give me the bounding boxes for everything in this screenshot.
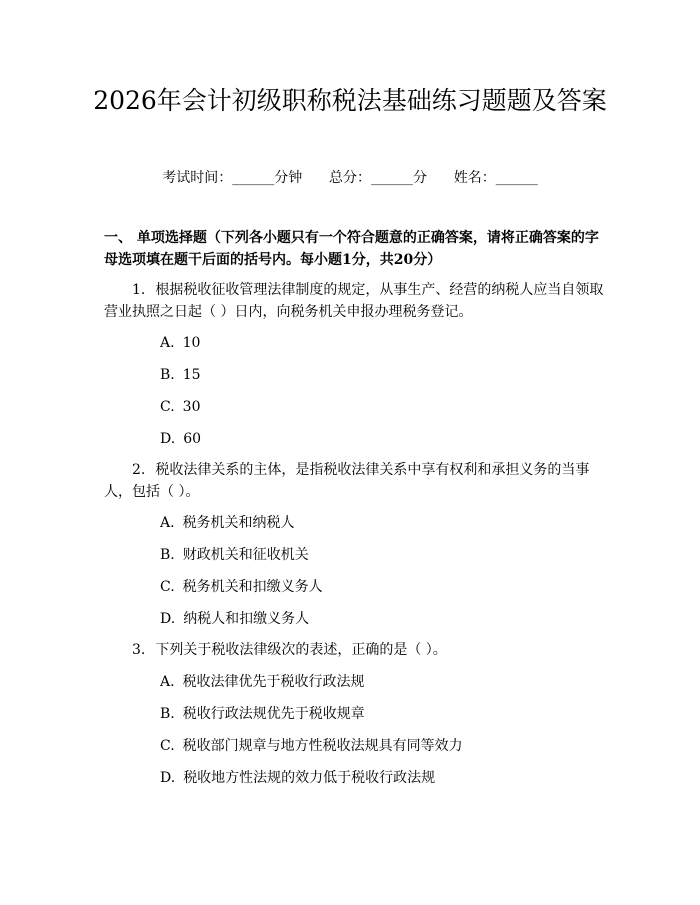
option-key: B.	[160, 367, 175, 383]
question-2	[104, 459, 604, 503]
option-text: 税务机关和纳税人	[182, 515, 295, 531]
option-text: 税收法律优先于税收行政法规	[182, 674, 365, 690]
option-key: C.	[160, 399, 175, 415]
option-text: 10	[182, 335, 201, 351]
question-3	[104, 639, 604, 661]
option-text: 30	[182, 399, 201, 415]
question-number: 3.	[132, 642, 146, 658]
document-title: 2026年会计初级职称税法基础练习题题及答案	[93, 86, 607, 115]
question-text: 下列关于税收法律级次的表述，正确的是（ ）。	[155, 642, 447, 658]
option-key: A.	[160, 674, 175, 690]
option-key: A.	[160, 515, 175, 531]
option-key: A.	[160, 335, 175, 351]
option-text: 纳税人和扣缴义务人	[183, 611, 310, 627]
option-key: C.	[160, 579, 175, 595]
section-heading: 一、 单项选择题（下列各小题只有一个符合题意的正确答案，请将正确答案的字母选项填在题干后面的括号内。每小题1分，共20分）	[104, 230, 599, 268]
question-3-option-b	[160, 704, 600, 724]
question-2-option-c	[160, 577, 600, 597]
question-1	[104, 279, 604, 323]
option-text: 财政机关和征收机关	[182, 547, 309, 563]
option-text: 税收地方性法规的效力低于税收行政法规	[183, 770, 436, 786]
question-2-option-a	[160, 513, 600, 533]
option-text: 税收部门规章与地方性税收法规具有同等效力	[182, 738, 463, 754]
option-key: B.	[160, 706, 175, 722]
option-text: 税务机关和扣缴义务人	[182, 579, 323, 595]
option-key: C.	[160, 738, 175, 754]
question-1-option-b	[160, 365, 600, 385]
exam-info-line: 考试时间：______分钟 总分：______分 姓名：______	[162, 170, 538, 186]
question-1-option-a	[160, 333, 600, 353]
question-3-option-d	[160, 768, 600, 788]
option-key: D.	[160, 770, 176, 786]
option-text: 税收行政法规优先于税收规章	[182, 706, 365, 722]
question-1-option-d	[160, 429, 600, 449]
question-number: 2.	[132, 462, 146, 478]
question-2-option-d	[160, 609, 600, 629]
option-key: D.	[160, 611, 176, 627]
question-1-option-c	[160, 397, 600, 417]
question-3-option-a	[160, 672, 600, 692]
option-key: B.	[160, 547, 175, 563]
question-3-option-c	[160, 736, 600, 756]
option-key: D.	[160, 431, 176, 447]
question-text: 根据税收征收管理法律制度的规定，从事生产、经营的纳税人应当自领取营业执照之日起（ ）日内，向税务机关申报办理税务登记。	[104, 282, 604, 320]
question-text: 税收法律关系的主体，是指税收法律关系中享有权利和承担义务的当事人，包括（ ）。	[104, 462, 590, 500]
question-number: 1.	[132, 282, 146, 298]
question-2-option-b	[160, 545, 600, 565]
option-text: 60	[183, 431, 202, 447]
option-text: 15	[182, 367, 201, 383]
